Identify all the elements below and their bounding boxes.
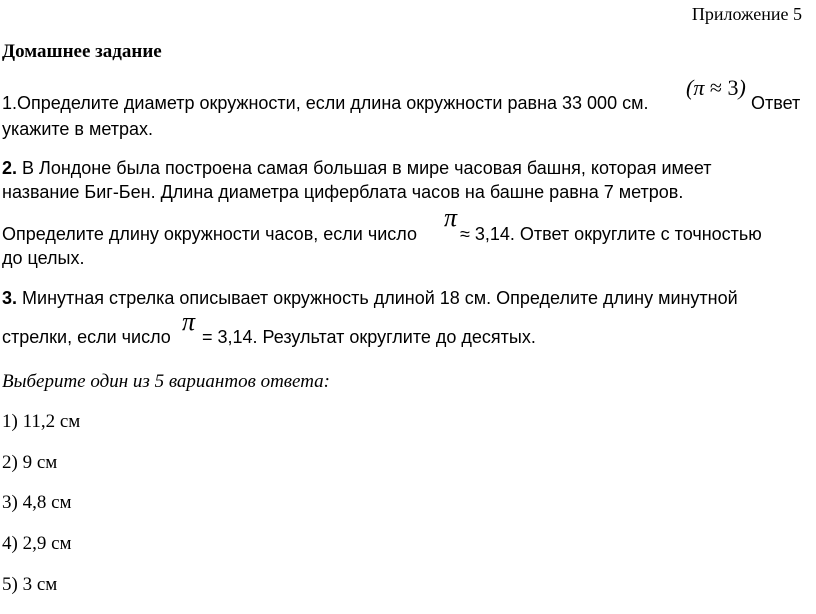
task2-line1: 2. В Лондоне была построена самая большая в мире часовая башня, которая имеет	[2, 158, 712, 178]
task2-number: 2.	[2, 158, 18, 178]
answer-option-5[interactable]: 5) 3 см	[2, 574, 58, 595]
answer-option-1[interactable]: 1) 11,2 см	[2, 411, 81, 432]
task2-line2: название Биг-Бен. Длина диаметра циферблата часов на башне равна 7 метров.	[2, 182, 684, 202]
answer-option-4[interactable]: 4) 2,9 см	[2, 533, 72, 554]
task1-line2: укажите в метрах.	[2, 119, 154, 139]
task3-number: 3.	[2, 288, 18, 308]
task1-pi-formula: (π ≈ 3)	[686, 75, 746, 100]
task3-line1: 3. Минутная стрелка описывает окружность длиной 18 см. Определите длину минутной	[2, 288, 738, 308]
choose-prompt: Выберите один из 5 вариантов ответа:	[2, 371, 331, 392]
task1-line1-tail: Ответ	[751, 93, 801, 113]
answer-option-2[interactable]: 2) 9 см	[2, 452, 58, 473]
task2-line4: до целых.	[2, 248, 85, 268]
task1-line1: 1.Определите диаметр окружности, если длина окружности равна 33 000 см.	[2, 93, 649, 113]
answer-option-3[interactable]: 3) 4,8 см	[2, 492, 72, 513]
task3-line2-tail: = 3,14. Результат округлите до десятых.	[202, 327, 536, 347]
task3-pi-symbol: π	[182, 307, 196, 336]
page-title: Домашнее задание	[2, 41, 162, 62]
appendix-label: Приложение 5	[691, 4, 802, 24]
task2-line3: Определите длину окружности часов, если число	[2, 224, 417, 244]
task3-line2: стрелки, если число	[2, 327, 171, 347]
task2-pi-symbol: π	[444, 203, 458, 232]
task2-line3-tail: ≈ 3,14. Ответ округлите с точностью	[460, 224, 762, 244]
